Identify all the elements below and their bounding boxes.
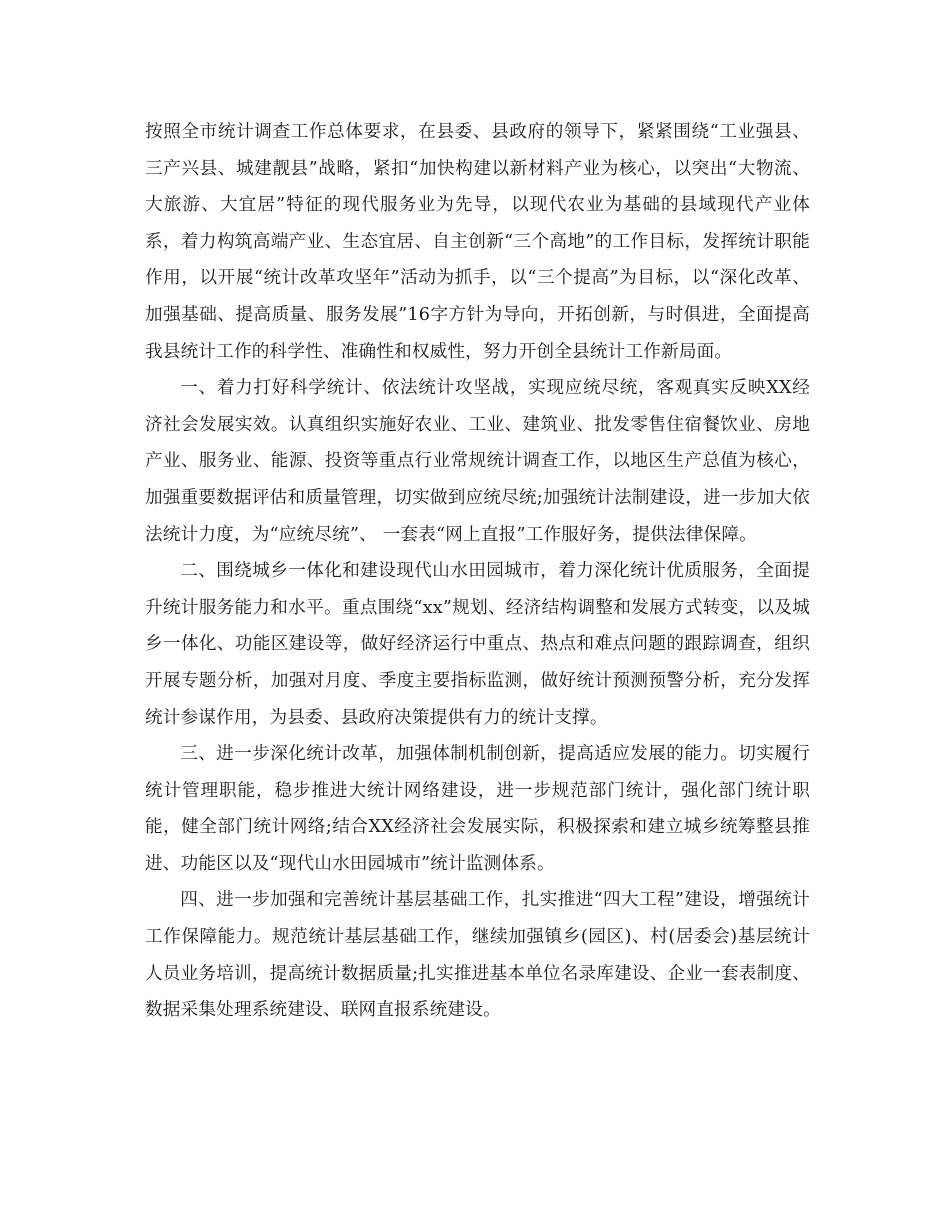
paragraph-item-4: 四、进一步加强和完善统计基层基础工作，扎实推进“四大工程”建设，增强统计工作保障能力。规范统计基层基础工作，继续加强镇乡(园区)、村(居委会)基层统计人员业务培训，提高统计数据质量;扎实推进基本单位名录库建设、企业一套表制度、数据采集处理系统建设、联网直报系统建设。	[145, 890, 810, 1021]
document-body	[145, 114, 810, 1029]
paragraph-item-2: 二、围绕城乡一体化和建设现代山水田园城市，着力深化统计优质服务，全面提升统计服务能力和水平。重点围绕“xx”规划、经济结构调整和发展方式转变，以及城乡一体化、功能区建设等，做好经济运行中重点、热点和难点问题的跟踪调查，组织开展专题分析，加强对月度、季度主要指标监测，做好统计预测预警分析，充分发挥统计参谋作用，为县委、县政府决策提供有力的统计支撑。	[145, 561, 810, 728]
paragraph-item-1: 一、着力打好科学统计、依法统计攻坚战，实现应统尽统，客观真实反映XX经济社会发展实效。认真组织实施好农业、工业、建筑业、批发零售住宿餐饮业、房地产业、服务业、能源、投资等重点行业常规统计调查工作，以地区生产总值为核心，加强重要数据评估和质量管理，切实做到应统尽统;加强统计法制建设，进一步加大依法统计力度，为“应统尽统”、 一套表“网上直报”工作服好务，提供法律保障。	[145, 378, 810, 545]
paragraph-intro: 按照全市统计调查工作总体要求，在县委、县政府的领导下，紧紧围绕“工业强县、三产兴县、城建靓县”战略，紧扣“加快构建以新材料产业为核心，以突出“大物流、大旅游、大宜居”特征的现代服务业为先导，以现代农业为基础的县域现代产业体系，着力构筑高端产业、生态宜居、自主创新“三个高地”的工作目标，发挥统计职能作用，以开展“统计改革攻坚年”活动为抓手，以“三个提高”为目标，以“深化改革、加强基础、提高质量、服务发展”16字方针为导向，开拓创新，与时俱进，全面提高我县统计工作的科学性、准确性和权威性，努力开创全县统计工作新局面。	[145, 122, 810, 362]
paragraph-item-3: 三、进一步深化统计改革，加强体制机制创新，提高适应发展的能力。切实履行统计管理职能，稳步推进大统计网络建设，进一步规范部门统计，强化部门统计职能，健全部门统计网络;结合XX经济社会发展实际，积极探索和建立城乡统筹整县推进、功能区以及“现代山水田园城市”统计监测体系。	[145, 744, 810, 874]
